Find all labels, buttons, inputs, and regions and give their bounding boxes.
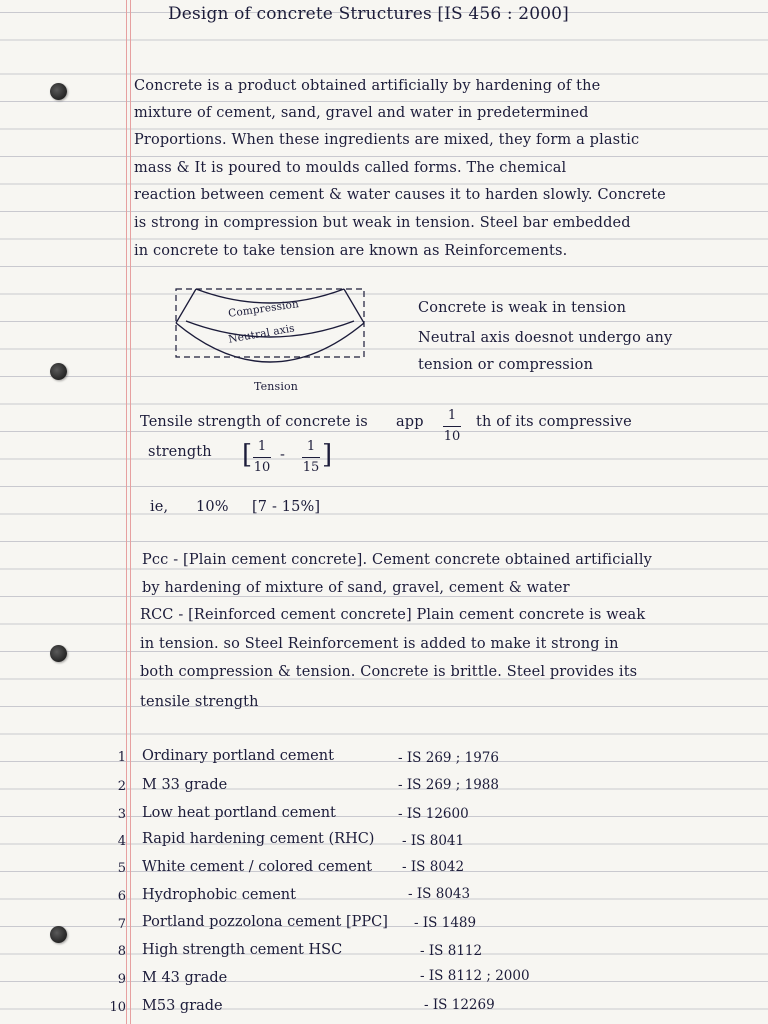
cement-name: Rapid hardening cement (RHC) (142, 831, 375, 847)
cement-name: M53 grade (142, 998, 223, 1014)
tension-label: Tension (254, 380, 298, 393)
intro-line: is strong in compression but weak in tension. Steel bar embedded (134, 215, 631, 231)
beam-left-edge (176, 289, 196, 323)
list-number: 4 (117, 834, 126, 849)
list-number: 1 (117, 750, 126, 765)
beam-right-edge (344, 289, 364, 323)
compression-label: Compression (227, 298, 300, 320)
cement-is-code: - IS 1489 (414, 915, 477, 931)
list-number: 2 (117, 779, 126, 794)
rcc-line: in tension. so Steel Reinforcement is added to make it strong in (140, 636, 619, 652)
cement-name: White cement / colored cement (142, 859, 373, 875)
diagram-note: Concrete is weak in tension (418, 300, 627, 316)
tensile-approx: app (396, 414, 424, 430)
cement-name: M 43 grade (142, 970, 228, 986)
list-number: 8 (117, 944, 126, 959)
margin-line-left-double (130, 0, 131, 1024)
list-number: 5 (117, 861, 126, 876)
beam-bending-diagram (170, 283, 370, 399)
intro-line: mixture of cement, sand, gravel and water in predetermined (134, 105, 589, 121)
fraction-denominator: 10 (443, 429, 461, 444)
intro-line: Proportions. When these ingredients are mixed, they form a plastic (134, 132, 640, 148)
diagram-note: Neutral axis doesnot undergo any (418, 330, 673, 346)
cement-name: High strength cement HSC (142, 942, 343, 958)
binder-hole (50, 926, 67, 943)
cement-is-code: - IS 8042 (402, 859, 465, 875)
pcc-line: by hardening of mixture of sand, gravel, cement & water (142, 580, 570, 596)
cement-is-code: - IS 8112 ; 2000 (420, 968, 530, 984)
list-number: 9 (117, 972, 126, 987)
neutral-axis-label: Neutral axis (227, 322, 296, 346)
strength-label: strength (148, 444, 212, 460)
binder-hole (50, 83, 67, 100)
list-number: 6 (117, 889, 126, 904)
intro-line: mass & It is poured to moulds called forms. The chemical (134, 160, 567, 176)
cement-is-code: - IS 8041 (402, 833, 465, 849)
undeformed-beam-outline (176, 289, 364, 357)
range-a-denominator: 10 (253, 460, 271, 475)
range-b-denominator: 15 (302, 460, 320, 475)
beam-sketch (170, 283, 370, 395)
cement-is-code: - IS 269 ; 1976 (398, 750, 499, 766)
binder-hole (50, 363, 67, 380)
cement-is-code: - IS 269 ; 1988 (398, 777, 499, 793)
tensile-line-end: th of its compressive (476, 414, 632, 430)
range-a-bar (253, 457, 271, 458)
rcc-line: both compression & tension. Concrete is brittle. Steel provides its (140, 664, 638, 680)
range-dash: - (280, 447, 286, 463)
margin-line-left (126, 0, 127, 1024)
diagram-note: tension or compression (418, 357, 594, 373)
page-title: Design of concrete Structures [IS 456 : 2000] (168, 4, 569, 24)
pcc-line: Pcc - [Plain cement concrete]. Cement concrete obtained artificially (142, 552, 652, 568)
range-bracket-open: [ (242, 440, 253, 470)
beam-top-curve (196, 289, 344, 303)
fraction-bar (443, 426, 461, 427)
rcc-line: tensile strength (140, 694, 259, 710)
cement-name: Hydrophobic cement (142, 887, 296, 903)
binder-hole (50, 645, 67, 662)
ie-label: ie, (150, 499, 169, 515)
percent-value: 10% (196, 499, 229, 515)
intro-line: reaction between cement & water causes it to harden slowly. Concrete (134, 187, 666, 203)
tensile-line-start: Tensile strength of concrete is (140, 414, 368, 430)
range-b-numerator: 1 (306, 439, 316, 454)
intro-line: Concrete is a product obtained artificially by hardening of the (134, 78, 601, 94)
range-bracket-close: ] (322, 440, 333, 470)
cement-is-code: - IS 12600 (398, 806, 469, 822)
list-number: 3 (117, 807, 126, 822)
cement-name: M 33 grade (142, 777, 228, 793)
list-number: 10 (109, 1000, 126, 1015)
cement-is-code: - IS 8112 (420, 943, 483, 959)
range-b-bar (302, 457, 320, 458)
percent-range: [7 - 15%] (252, 499, 321, 515)
fraction-numerator: 1 (447, 408, 457, 423)
intro-line: in concrete to take tension are known as Reinforcements. (134, 243, 568, 259)
cement-is-code: - IS 8043 (408, 886, 471, 902)
list-number: 7 (117, 917, 126, 932)
range-a-numerator: 1 (257, 439, 267, 454)
cement-name: Portland pozzolona cement [PPC] (142, 914, 388, 930)
rcc-line: RCC - [Reinforced cement concrete] Plain cement concrete is weak (140, 607, 646, 623)
cement-name: Ordinary portland cement (142, 748, 334, 764)
cement-is-code: - IS 12269 (424, 997, 495, 1013)
cement-name: Low heat portland cement (142, 805, 336, 821)
